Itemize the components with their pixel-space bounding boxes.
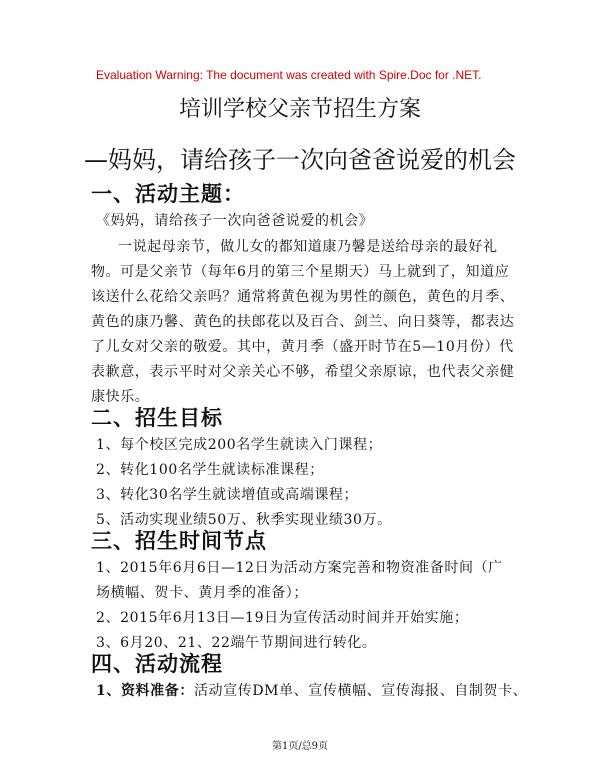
theme-text: 《妈妈，请给孩子一次向爸爸说爱的机会》: [96, 213, 374, 229]
paragraph-line: 康快乐。: [91, 389, 150, 405]
list-item: 1、2015年6月6日—12日为活动方案完善和物资准备时间（广: [96, 560, 503, 576]
list-item: [96, 680, 528, 700]
page-footer: 第1页/总9页: [271, 741, 329, 752]
list-item: 5、活动实现业绩50万、秋季实现业绩30万。: [96, 512, 392, 528]
paragraph-line: 了儿女对父亲的敬爱。其中，黄月季（盛开时节在5—10月份）代: [91, 339, 514, 355]
list-item: 3、转化30名学生就读增值或高端课程；: [96, 487, 359, 503]
paragraph-line: 物。可是父亲节（每年6月的第三个星期天）马上就到了，知道应: [91, 264, 510, 280]
list-item: 1、每个校区完成200名学生就读入门课程；: [96, 437, 383, 453]
section-heading-process: 四、活动流程: [91, 651, 223, 676]
item-label: 1、资料准备：: [96, 683, 194, 699]
paragraph-line: 一说起母亲节，做儿女的都知道康乃馨是送给母亲的最好礼: [118, 239, 498, 255]
list-item: 2、2015年6月13日—19日为宣传活动时间并开始实施；: [96, 610, 469, 626]
list-item: 2、转化100名学生就读标准课程；: [96, 462, 324, 478]
list-item: 3、6月20、21、22端午节期间进行转化。: [96, 635, 377, 651]
document-title: 培训学校父亲节招生方案: [178, 97, 421, 122]
section-heading-schedule: 三、招生时间节点: [91, 528, 267, 553]
document-subtitle: —妈妈，请给孩子一次向爸爸说爱的机会: [84, 146, 516, 174]
paragraph-line: 该送什么花给父亲吗？通常将黄色视为男性的颜色，黄色的月季、: [91, 289, 515, 305]
evaluation-warning: Evaluation Warning: The document was created with Spire.Doc for .NET.: [96, 68, 482, 82]
paragraph-line: 表歉意，表示平时对父亲关心不够，希望父亲原谅，也代表父亲健: [91, 364, 515, 380]
section-heading-theme: 一、活动主题：: [91, 181, 245, 206]
paragraph-line: 黄色的康乃馨、黄色的扶郎花以及百合、剑兰、向日葵等，都表达: [91, 314, 515, 330]
item-text: 活动宣传DM单、宣传横幅、宣传海报、自制贺卡、: [193, 683, 528, 699]
section-heading-goals: 二、招生目标: [91, 405, 223, 430]
list-item: 场横幅、贺卡、黄月季的准备）；: [96, 585, 308, 601]
